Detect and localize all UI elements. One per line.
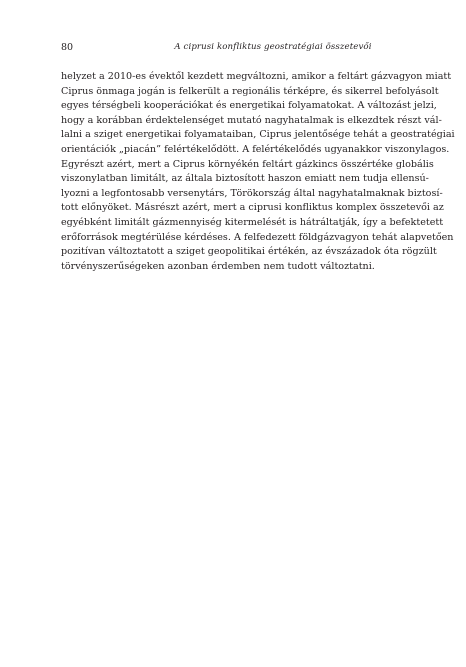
text-line: helyzet a 2010-es évektől kezdett megváltozni, amikor a feltárt gázvagyon miatt [61,71,452,82]
running-title: A ciprusi konfliktus geostratégiai összetevői [174,42,372,52]
text-line: lyozni a legfontosabb versenytárs, Törökország által nagyhatalmaknak biztosí- [61,187,443,199]
running-header [61,42,405,56]
text-line: orientációk „piacán” felértékelődött. A felértékelődés ugyanakkor viszonylagos. [61,143,450,155]
text-line: pozitívan változtatott a sziget geopolitikai értékén, az évszázadok óta rögzült [61,246,437,258]
page-number: 80 [61,42,74,53]
text-line: erőforrások megtérülése kérdéses. A felfedezett földgázvagyon tehát alapvetően [61,231,454,243]
text-line: tott előnyöket. Másrészt azért, mert a ciprusi konfliktus komplex összetevői az [61,202,444,214]
text-line: egyes térségbeli kooperációkat és energetikai folyamatokat. A változást jelzi, [61,100,437,112]
text-line: egyébként limitált gázmennyiség kitermelését is hátráltatják, így a befektetett [61,216,444,228]
text-line: Egyrészt azért, mert a Ciprus környékén feltárt gázkincs összértéke globális [61,158,434,170]
text-line: lalni a sziget energetikai folyamataiban, Ciprus jelentősége tehát a geostratégiai [61,129,455,141]
text-line: Ciprus önmaga jogán is felkerült a regionális térképre, és sikerrel befolyásolt [61,85,439,97]
body-paragraph [61,70,455,274]
text-line: viszonylatban limitált, az általa biztosított haszon emiatt nem tudja ellensú- [61,173,429,185]
text-line: hogy a korábban érdektelenséget mutató nagyhatalmak is elkezdtek részt vál- [61,114,442,126]
text-line: törvényszerűségeken azonban érdemben nem tudott változtatni. [61,260,375,272]
